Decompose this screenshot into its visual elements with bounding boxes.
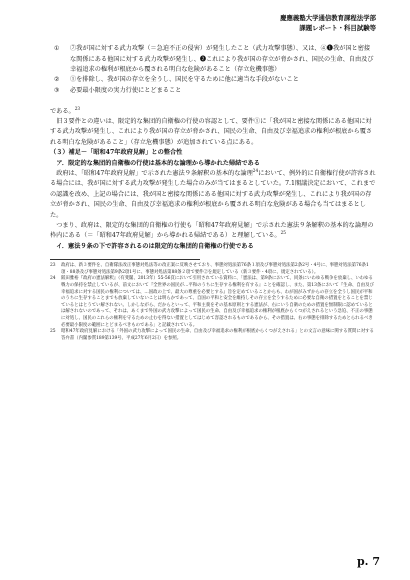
footnotes — [50, 263, 376, 342]
header-university: 慶應義塾大学通信教育課程法学部 — [280, 14, 376, 22]
page-header — [50, 14, 376, 33]
requirement-number: ① — [54, 45, 60, 53]
footnote-number: 23 — [50, 263, 56, 269]
footnote — [50, 276, 376, 329]
subheading-a: ア．限定的な集団的自衛権の行使は基本的な論理から導かれた帰結である — [56, 159, 260, 167]
footnote-ref: 23 — [74, 105, 81, 111]
footnote-text: 政府は、新３要件を、自衛隊法改正事態対処法等の改正案に反映させており、事態対処法第76条１項及び事態対処法第2条2号・4号に、事態対処法第76条1項・88条及び事態対処法第9条2項1号に、事態対処法第88条２項で要件②を規定している（新３要件・4項に、規定されている）。 — [61, 263, 369, 275]
requirement-item — [50, 44, 376, 75]
subheading-b: イ．憲法９条の下で許容されるのは限定的な集団的自衛権の行使である — [56, 242, 254, 250]
body-text — [50, 96, 376, 252]
requirement-text: 必要最小限度の実力行使にとどまること — [70, 86, 182, 94]
requirement-text: ⑦我が国に対する武力攻撃（＝急迫不正の侵害）が発生したこと（武力攻撃事態）、又は、④❶我が国と密接な関係にある他国に対する武力攻撃が発生し、❷これにより我が国の存立が脅かされ、国民の生命、自由及び幸福追求の権利が根底から覆される明白な危険があること（存立危機事態） — [70, 45, 374, 73]
footnote-divider — [50, 259, 200, 260]
requirement-number: ③ — [54, 86, 60, 94]
footnote — [50, 329, 376, 342]
requirement-text: ①を排除し、我が国の存立を全うし、国民を守るために他に適当な手段がないこと — [70, 76, 299, 84]
footnote-text: 阪田雅裕『政府の憲法解釈』（有斐閣、2013年）55-56頁において引用されている資料に、「憲法は、第9条において、同条にいわゆる戦争を放棄し、いわゆる戦力の保持を禁止しているが、前文において『全世界の国民が…平和のうちに生存する権利を有する』ことを確認し、また、第13条において『生命、自由及び幸福追求に対する国民の権利については、…国政の上で、最大の尊重を必要とする』旨を定めていることからも、わが国がみずからの存立を全うし国民が平和のうちに生存することまでも放棄していないことは明らかであって、自国の平和と安全を維持しその存立を全うするために必要な自衛の措置をとることを禁じているとはとうてい解されない。しかしながら、だからといって、平和主義をその基本原則とする憲法が、右にいう自衛のための措置を無制限に認めているとは解されないのであって、それは、あくまで外国の武力攻撃によって国民の生命、自由及び幸福追求の権利が根底からくつがえされるという急迫、不正の事態に対処し、国民のこれらの権利を守るための止むを得ない措置としてはじめて容認されるものであるから、その措置は、右の事態を排除するためとられるべき必要最小限度の範囲にとどまるべきものである」と記載されている。 — [61, 276, 374, 328]
paragraph-a1: 政府は、「昭和47年政府見解」で示された憲法９条解釈の基本的な論理$^{24}$において、例外的に自衛権行使が許容される場合には、我が国に対する武力攻撃が発生した場合のみが当てはまるとしていた。7.1閣議決定において、これまでの認識を改め、上記の場合には、我が国と密接な関係にある他国に対する武力攻撃が発生し、これにより我が国の存立が脅かされ、国民の生命、自由及び幸福追求の権利が根底から覆される明白な危険がある場合も当てはまるとした。 — [50, 167, 376, 219]
paragraph-difference: 旧３要件との違いは、限定的な集団的自衛権の行使の容認として、要件①に「我が国と密接な関係にある他国に対する武力攻撃が発生し、これにより我が国の存立が脅かされ、国民の生命、自由及び幸福追求の権利が根底から覆される明白な危険があること」（存立危機事態）が追加されている点にある。 — [50, 118, 373, 146]
requirement-item — [50, 86, 376, 96]
footnote-ref: 25 — [280, 230, 286, 236]
section-heading: （３）補足－「昭和47年政府見解」との整合性 — [50, 149, 183, 157]
paragraph-end: である。$^{23}$ — [50, 105, 81, 115]
page-number: p. 7 — [356, 555, 380, 568]
footnote — [50, 263, 376, 276]
paragraph-a2: つまり、政府は、限定的な集団的自衛権の行使も「昭和47年政府見解」で示された憲法９条解釈の基本的な論理の枠内にある（＝「昭和47年政府見解」から導かれる帰結である）と理解している。$^{25}$ — [50, 222, 374, 240]
requirement-item — [50, 75, 376, 85]
requirements-list — [50, 44, 376, 96]
requirement-number: ② — [54, 76, 60, 84]
footnote-text: 昭和47年政府見解における「外国の武力攻撃によって国民の生命、自由及び幸福追求の権利が根底からくつがえされる」との文言の意味に関する質問に対する答弁書（内閣参質189第139号、平成27年6月2日）を参照。 — [61, 329, 374, 341]
header-report-type: 課題レポート・科目試験等 — [299, 23, 376, 32]
footnote-ref: 24 — [252, 167, 259, 173]
footnote-number: 25 — [50, 329, 56, 335]
footnote-number: 24 — [50, 276, 56, 282]
